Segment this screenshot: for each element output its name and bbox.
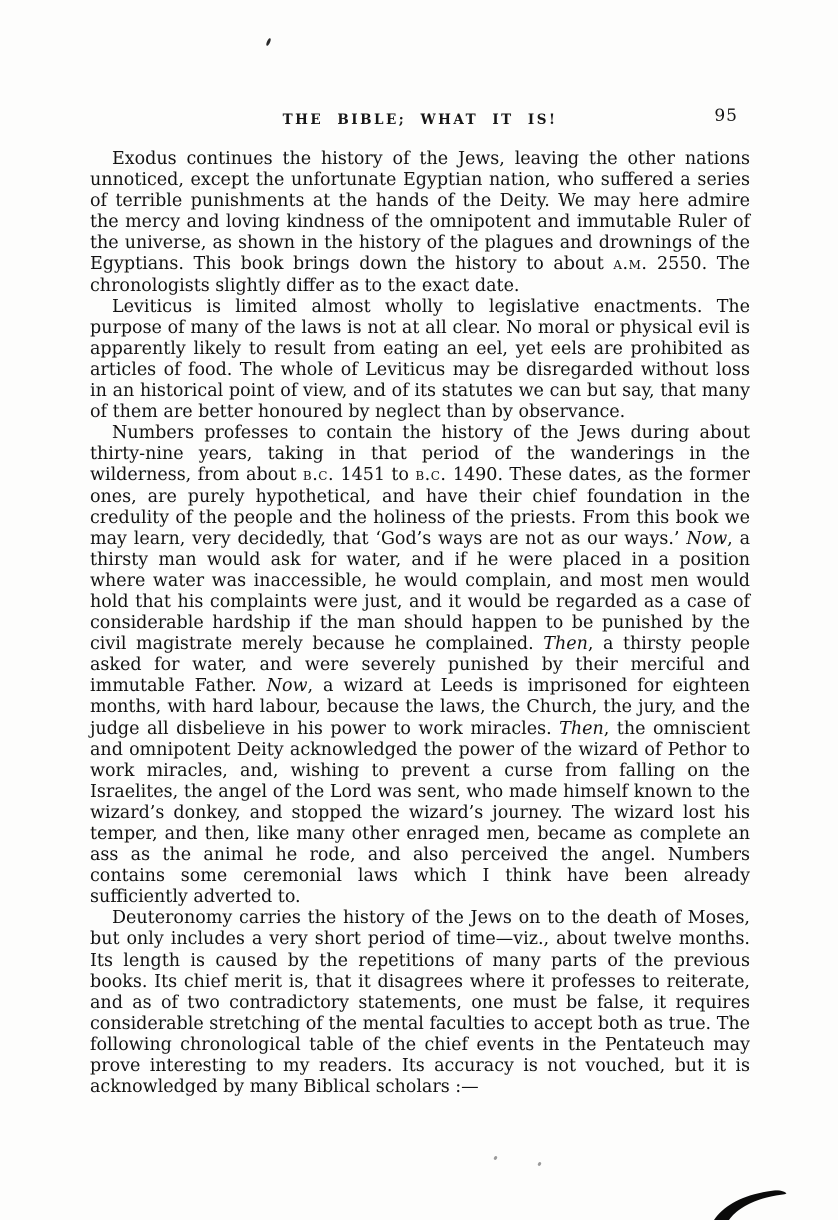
- text-run: Numbers professes to contain the history of the Jews during about thirty-nine years, taking in that period of the wanderings in the wilderness, from about: [90, 423, 750, 486]
- text-run: Exodus continues the history of the Jews, leaving the other nations unnoticed, except the unfortunate Egyptian nation, who suffered a series of terrible punishments at the hands of the Deity. We may here admire the mercy and loving kindness of the omnipotent and immutable Ruler of the universe, as shown in the history of the plagues and drownings of the Egyptians. This book brings down the history to about: [90, 149, 750, 275]
- page-number: 95: [714, 106, 738, 126]
- ink-swoosh-icon: [698, 1182, 818, 1220]
- smallcaps-text-run: a.m.: [613, 254, 648, 275]
- text-run: Leviticus is limited almost wholly to legislative enactments. The purpose of many of the laws is not at all clear. No moral or physical evil is apparently likely to result from eating an eel, yet eels are prohibited as articles of food. The whole of Leviticus may be disregarded without loss in an historical point of view, and of its statutes we can but say, that many of them are better honoured by neglect than by observance.: [90, 296, 750, 423]
- text-run: 1451 to: [334, 465, 416, 486]
- smallcaps-text-run: b.c.: [415, 465, 447, 486]
- text-run: , a wizard at Leeds is imprisoned for eighteen months, with hard labour, because the laws, the Church, the jury, and the judge all disbelieve in his power to work miracles.: [90, 676, 751, 739]
- text-run: Deuteronomy carries the history of the Jews on to the death of Moses, but only includes a very short period of time—viz., about twelve months. Its length is caused by the repetitions of many parts of the previous books. Its chief merit is, that it disagrees where it professes to reiterate, and as of two contradictory statements, one must be false, it requires considerable stretching of the mental faculties to accept both as true. The following chronological table of the chief events in the Pentateuch may prove interesting to my readers. Its accuracy is not vouched, but it is acknowledged by many Biblical scholars :—: [90, 908, 750, 1098]
- paragraph: [90, 908, 750, 1098]
- smallcaps-text-run: b.c.: [302, 465, 335, 486]
- italic-text-run: Now: [266, 676, 308, 697]
- text-run: 2550. The chronologists slightly differ as to the exact date.: [90, 254, 750, 296]
- paragraph: [90, 297, 750, 424]
- paragraph: [90, 149, 750, 297]
- ink-speck-icon: [266, 38, 272, 47]
- ink-speck-icon: [537, 1162, 542, 1167]
- page-header-title: THE BIBLE; WHAT IT IS!: [282, 112, 558, 128]
- page-body: [90, 149, 750, 1098]
- paragraph: [90, 423, 750, 908]
- italic-text-run: Then: [559, 718, 604, 739]
- text-run: , the omniscient and omnipotent Deity acknowledged the power of the wizard of Pethor to work miracles, and, wishing to prevent a curse from falling on the Israelites, the angel of the Lord was sent, who made himself known to the wizard’s donkey, and stopped the wizard’s journey. The wizard lost his temper, and then, like many other enraged men, became as complete an ass as the animal he rode, and also perceived the angel. Numbers contains some ceremonial laws which I think have been already sufficiently adverted to.: [90, 718, 750, 908]
- ink-speck-icon: [493, 1156, 498, 1161]
- italic-text-run: Now: [686, 528, 728, 549]
- text-run: , a thirsty man would ask for water, and if he were placed in a position where water was inaccessible, he would complain, and most men would hold that his complaints were just, and it would be regarded as a case of considerable hardship if the man should happen to be punished by the civil magistrate merely because he complained.: [90, 528, 751, 655]
- text-run: , a thirsty people asked for water, and were severely punished by their merciful and immutable Father.: [90, 634, 750, 697]
- running-header: [90, 106, 750, 130]
- italic-text-run: Then: [543, 634, 588, 655]
- text-run: 1490. These dates, as the former ones, are purely hypothetical, and have their chief foundation in the credulity of the people and the holiness of the priests. From this book we may learn, very decidedly, that ‘God’s ways are not as our ways.’: [90, 465, 750, 549]
